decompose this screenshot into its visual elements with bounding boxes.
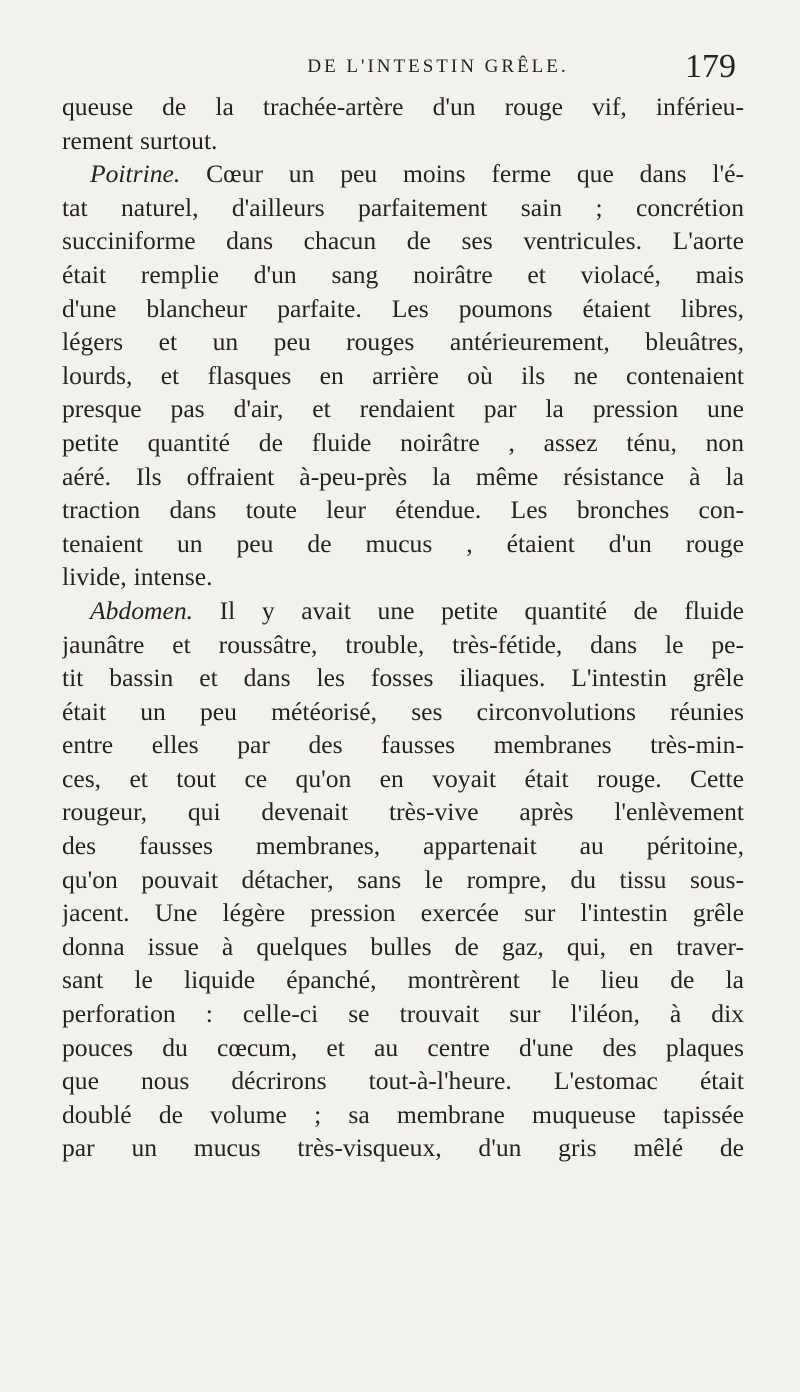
text-line [62, 392, 744, 426]
text-line [62, 795, 744, 829]
text-line [62, 527, 744, 561]
text-line [62, 426, 744, 460]
text-line [62, 728, 744, 762]
text-line [62, 863, 744, 897]
text-line [62, 963, 744, 997]
line-text: tit bassin et dans les fosses iliaques. L'intestin grêle [62, 663, 744, 693]
line-text: petite quantité de fluide noirâtre , assez ténu, non [62, 427, 744, 457]
text-line [62, 90, 744, 124]
text-line [62, 1131, 744, 1165]
line-text: rougeur, qui devenait très-vive après l'enlèvement [62, 797, 744, 827]
line-text: jacent. Une légère pression exercée sur l'intestin grêle [62, 898, 744, 928]
line-text: doublé de volume ; sa membrane muqueuse tapissée [62, 1099, 744, 1129]
text-line [62, 896, 744, 930]
text-line [62, 460, 744, 494]
line-text: entre elles par des fausses membranes très-min- [62, 730, 744, 760]
line-text: rement surtout. [62, 125, 218, 155]
running-title: DE L'INTESTIN GRÊLE. [307, 56, 569, 77]
text-line [62, 695, 744, 729]
line-text: tenaient un peu de mucus , étaient d'un rouge [62, 528, 744, 558]
line-text: donna issue à quelques bulles de gaz, qui, en traver- [62, 931, 744, 961]
text-line [62, 124, 744, 158]
line-text: aéré. Ils offraient à-peu-près la même résistance à la [62, 461, 744, 491]
text-line [62, 594, 744, 628]
text-line [62, 1098, 744, 1132]
line-text: qu'on pouvait détacher, sans le rompre, du tissu sous- [62, 864, 744, 894]
text-line [62, 191, 744, 225]
body-text [62, 90, 744, 1165]
line-text: Il y avait une petite quantité de fluide [193, 595, 744, 625]
text-line [62, 661, 744, 695]
text-line [62, 359, 744, 393]
page-number: 179 [685, 48, 736, 85]
text-line [62, 1064, 744, 1098]
line-text: presque pas d'air, et rendaient par la pression une [62, 394, 744, 424]
line-text: légers et un peu rouges antérieurement, bleuâtres, [62, 327, 744, 357]
text-line [62, 829, 744, 863]
line-text: succiniforme dans chacun de ses ventricules. L'aorte [62, 226, 744, 256]
line-text: tat naturel, d'ailleurs parfaitement sain ; concrétion [62, 192, 744, 222]
line-text: était un peu météorisé, ses circonvolutions réunies [62, 696, 744, 726]
text-line [62, 224, 744, 258]
line-text: sant le liquide épanché, montrèrent le lieu de la [62, 965, 744, 995]
line-text: que nous décrirons tout-à-l'heure. L'estomac était [62, 1066, 744, 1096]
line-text: queuse de la trachée-artère d'un rouge vif, inférieu- [62, 92, 744, 121]
section-title: Abdomen. [90, 595, 194, 625]
text-line [62, 930, 744, 964]
text-line [62, 997, 744, 1031]
line-text: ces, et tout ce qu'on en voyait était rouge. Cette [62, 763, 744, 793]
text-line [62, 258, 744, 292]
text-line [62, 1031, 744, 1065]
line-text: jaunâtre et roussâtre, trouble, très-fétide, dans le pe- [62, 629, 744, 659]
running-head [62, 50, 744, 90]
section-title: Poitrine. [90, 159, 181, 189]
line-text: perforation : celle-ci se trouvait sur l'iléon, à dix [62, 999, 744, 1029]
text-line [62, 493, 744, 527]
line-text: pouces du cœcum, et au centre d'une des plaques [62, 1032, 744, 1062]
line-text: des fausses membranes, appartenait au péritoine, [62, 831, 744, 861]
line-text: par un mucus très-visqueux, d'un gris mêlé de [62, 1133, 744, 1163]
text-line [62, 628, 744, 662]
line-text: Cœur un peu moins ferme que dans l'é- [180, 159, 744, 189]
line-text: était remplie d'un sang noirâtre et violacé, mais [62, 259, 744, 289]
text-line [62, 157, 744, 191]
text-line [62, 762, 744, 796]
line-text: traction dans toute leur étendue. Les bronches con- [62, 495, 744, 525]
line-text: livide, intense. [62, 562, 213, 592]
text-line [62, 292, 744, 326]
text-line [62, 325, 744, 359]
line-text: lourds, et flasques en arrière où ils ne contenaient [62, 360, 744, 390]
text-line [62, 560, 744, 594]
line-text: d'une blancheur parfaite. Les poumons étaient libres, [62, 293, 744, 323]
